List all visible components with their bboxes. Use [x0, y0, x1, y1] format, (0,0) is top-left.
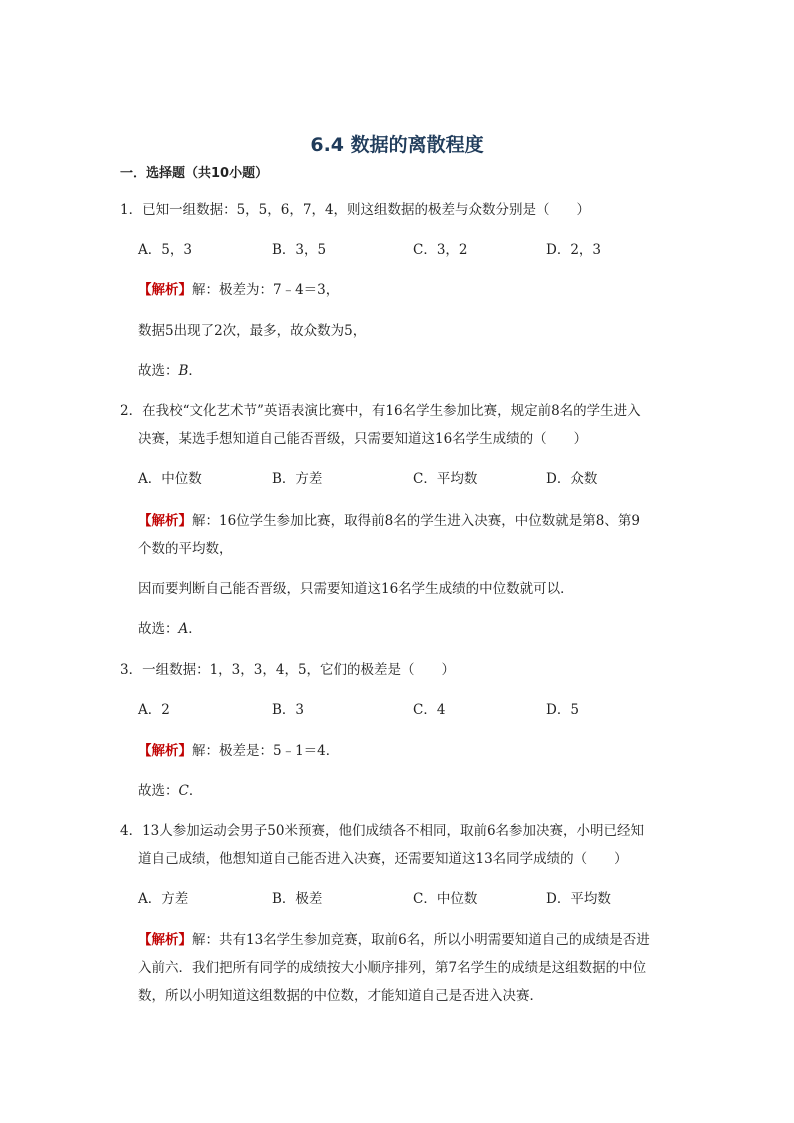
question-2-analysis: 【解析】解：16位学生参加比赛，取得前8名的学生进入决赛，中位数就是第8、第9 — [138, 513, 640, 529]
analysis-line: 入前六．我们把所有同学的成绩按大小顺序排列，第7名学生的成绩是这组数据的中位 — [138, 960, 647, 976]
option-a: A．中位数 — [138, 471, 202, 487]
option-b: B．3，5 — [272, 242, 327, 258]
option-d: D．平均数 — [546, 891, 611, 907]
question-3-analysis: 【解析】解：极差是：5﹣1＝4． — [138, 743, 340, 759]
page-title: 6.4 数据的离散程度 — [310, 134, 484, 156]
option-c: C．平均数 — [413, 471, 478, 487]
question-1-answer: 故选：B． — [138, 363, 202, 379]
analysis-line: 因而要判断自己能否晋级，只需要知道这16名学生成绩的中位数就可以． — [138, 581, 574, 597]
analysis-line: 数据5出现了2次，最多，故众数为5， — [138, 323, 367, 339]
analysis-line: 数，所以小明知道这组数据的中位数，才能知道自己是否进入决赛． — [138, 988, 543, 1004]
section-heading: 一．选择题（共10小题） — [120, 166, 269, 181]
question-3-answer: 故选：C． — [138, 783, 203, 799]
option-d: D．5 — [546, 702, 579, 718]
question-4-stem-cont: 道自己成绩，他想知道自己能否进入决赛，还需要知道这13名同学成绩的（ ） — [138, 851, 628, 867]
option-b: B．方差 — [272, 471, 323, 487]
option-a: A．2 — [138, 702, 170, 718]
option-c: C．3，2 — [413, 242, 468, 258]
question-4-analysis: 【解析】解：共有13名学生参加竞赛，取前6名，所以小明需要知道自己的成绩是否进 — [138, 932, 650, 948]
analysis-tag: 【解析】 — [138, 282, 192, 298]
option-b: B．极差 — [272, 891, 323, 907]
question-3-stem: 3．一组数据：1，3，3，4，5，它们的极差是（ ） — [120, 662, 456, 678]
option-a: A．5，3 — [138, 242, 192, 258]
option-c: C．4 — [413, 702, 446, 718]
question-1-stem: 1．已知一组数据：5，5，6，7，4，则这组数据的极差与众数分别是（ ） — [120, 202, 591, 218]
analysis-line: 个数的平均数， — [138, 541, 233, 557]
question-2-stem: 2．在我校“文化艺术节”英语表演比赛中，有16名学生参加比赛，规定前8名的学生进入 — [120, 403, 641, 419]
option-d: D．众数 — [546, 471, 598, 487]
option-b: B．3 — [272, 702, 305, 718]
question-1-analysis: 【解析】解：极差为：7﹣4＝3， — [138, 282, 340, 298]
option-d: D．2，3 — [546, 242, 602, 258]
option-a: A．方差 — [138, 891, 189, 907]
question-2-stem-cont: 决赛，某选手想知道自己能否晋级，只需要知道这16名学生成绩的（ ） — [138, 431, 588, 447]
question-4-stem: 4．13人参加运动会男子50米预赛，他们成绩各不相同，取前6名参加决赛，小明已经知 — [120, 823, 645, 839]
question-2-answer: 故选：A． — [138, 621, 202, 637]
option-c: C．中位数 — [413, 891, 478, 907]
